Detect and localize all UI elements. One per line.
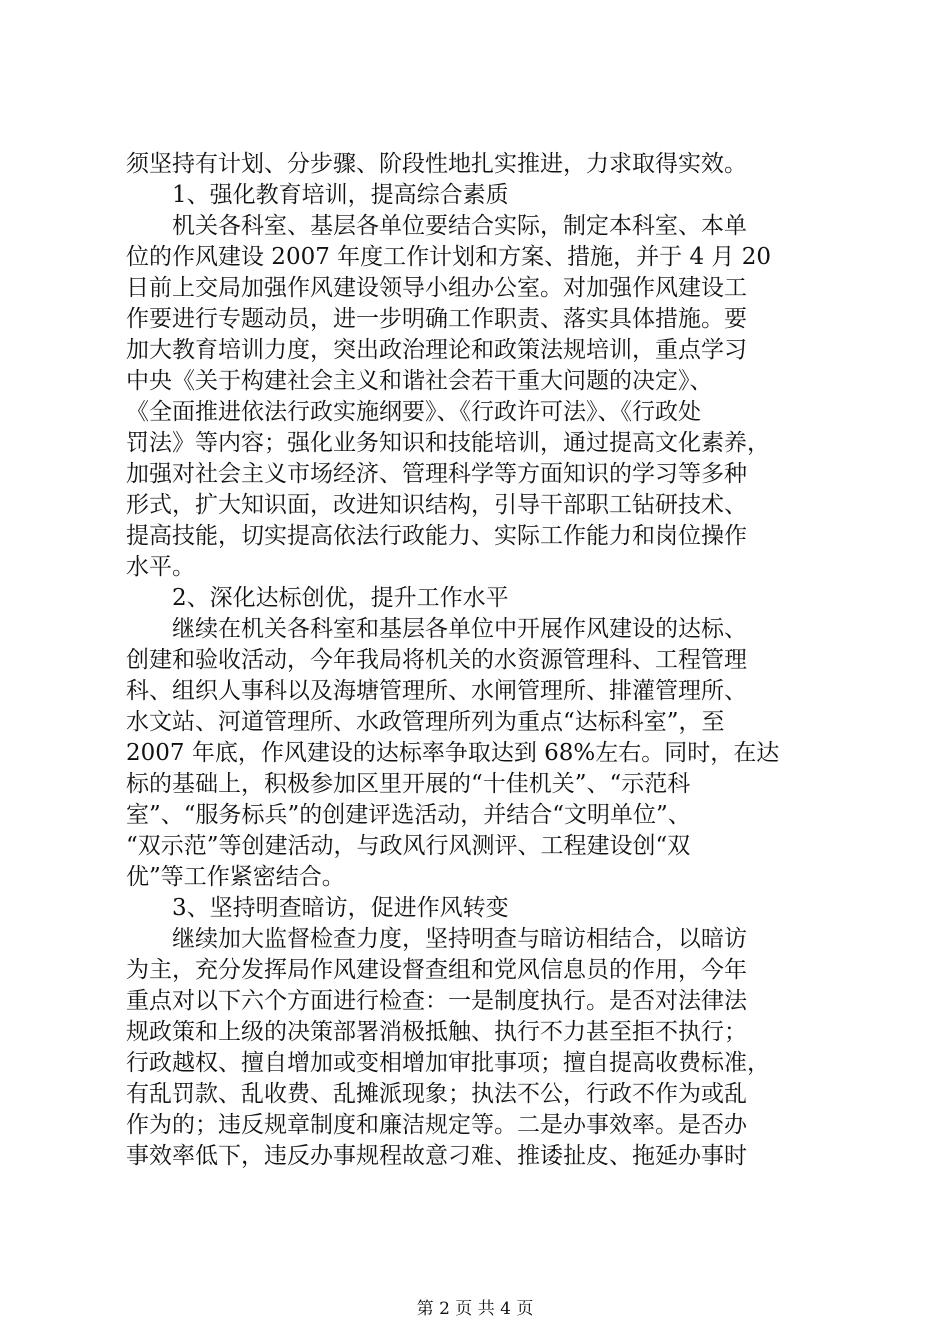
section-heading: 3、坚持明查暗访，促进作风转变	[172, 895, 509, 921]
text-line: 有乱罚款、乱收费、乱摊派现象；执法不公，行政不作为或乱	[126, 1081, 747, 1107]
text-line: 形式，扩大知识面，改进知识结构，引导干部职工钻研技术、	[126, 492, 747, 518]
text-line: 位的作风建设 2007 年度工作计划和方案、措施，并于 4 月 20	[126, 244, 771, 270]
page-number-footer: 第 2 页 共 4 页	[416, 1299, 534, 1319]
text-line: 须坚持有计划、分步骤、阶段性地扎实推进，力求取得实效。	[126, 151, 747, 177]
text-line: 作要进行专题动员，进一步明确工作职责、落实具体措施。要	[126, 306, 747, 332]
text-line: 重点对以下六个方面进行检查：一是制度执行。是否对法律法	[126, 988, 747, 1014]
text-line: 科、组织人事科以及海塘管理所、水闸管理所、排灌管理所、	[126, 678, 747, 704]
text-line: 日前上交局加强作风建设领导小组办公室。对加强作风建设工	[126, 275, 747, 301]
text-line: 事效率低下，违反办事规程故意刁难、推诿扯皮、拖延办事时	[126, 1143, 747, 1169]
text-line: 继续加大监督检查力度，坚持明查与暗访相结合，以暗访	[172, 926, 747, 952]
text-line: 标的基础上，积极参加区里开展的“十佳机关”、“示范科	[126, 771, 691, 797]
text-line: 提高技能，切实提高依法行政能力、实际工作能力和岗位操作	[126, 523, 747, 549]
text-line: 创建和验收活动，今年我局将机关的水资源管理科、工程管理	[126, 647, 747, 673]
text-line: 优”等工作紧密结合。	[126, 864, 345, 890]
text-line: 《全面推进依法行政实施纲要》、《行政许可法》、《行政处	[126, 399, 701, 425]
text-line: 作为的；违反规章制度和廉洁规定等。二是办事效率。是否办	[126, 1112, 747, 1138]
text-line: 行政越权、擅自增加或变相增加审批事项；擅自提高收费标准，	[126, 1050, 770, 1076]
text-line: 加大教育培训力度，突出政治理论和政策法规培训，重点学习	[126, 337, 747, 363]
text-line: 水文站、河道管理所、水政管理所列为重点“达标科室”，至	[126, 709, 725, 735]
text-line: 机关各科室、基层各单位要结合实际，制定本科室、本单	[172, 213, 747, 239]
text-line: 规政策和上级的决策部署消极抵触、执行不力甚至拒不执行；	[126, 1019, 747, 1045]
text-line: 室”、“服务标兵”的创建评选活动，并结合“文明单位”、	[126, 802, 691, 828]
text-line: 水平。	[126, 554, 195, 580]
text-line: 2007 年底，作风建设的达标率争取达到 68%左右。同时，在达	[126, 740, 780, 766]
text-line: “双示范”等创建活动，与政风行风测评、工程建设创“双	[126, 833, 691, 859]
text-line: 罚法》等内容；强化业务知识和技能培训，通过提高文化素养，	[126, 430, 770, 456]
section-heading: 2、深化达标创优，提升工作水平	[172, 585, 509, 611]
text-line: 加强对社会主义市场经济、管理科学等方面知识的学习等多种	[126, 461, 747, 487]
text-line: 中央《关于构建社会主义和谐社会若干重大问题的决定》、	[126, 368, 713, 394]
text-line: 继续在机关各科室和基层各单位中开展作风建设的达标、	[172, 616, 747, 642]
section-heading: 1、强化教育培训，提高综合素质	[172, 182, 509, 208]
text-line: 为主，充分发挥局作风建设督查组和党风信息员的作用，今年	[126, 957, 747, 983]
